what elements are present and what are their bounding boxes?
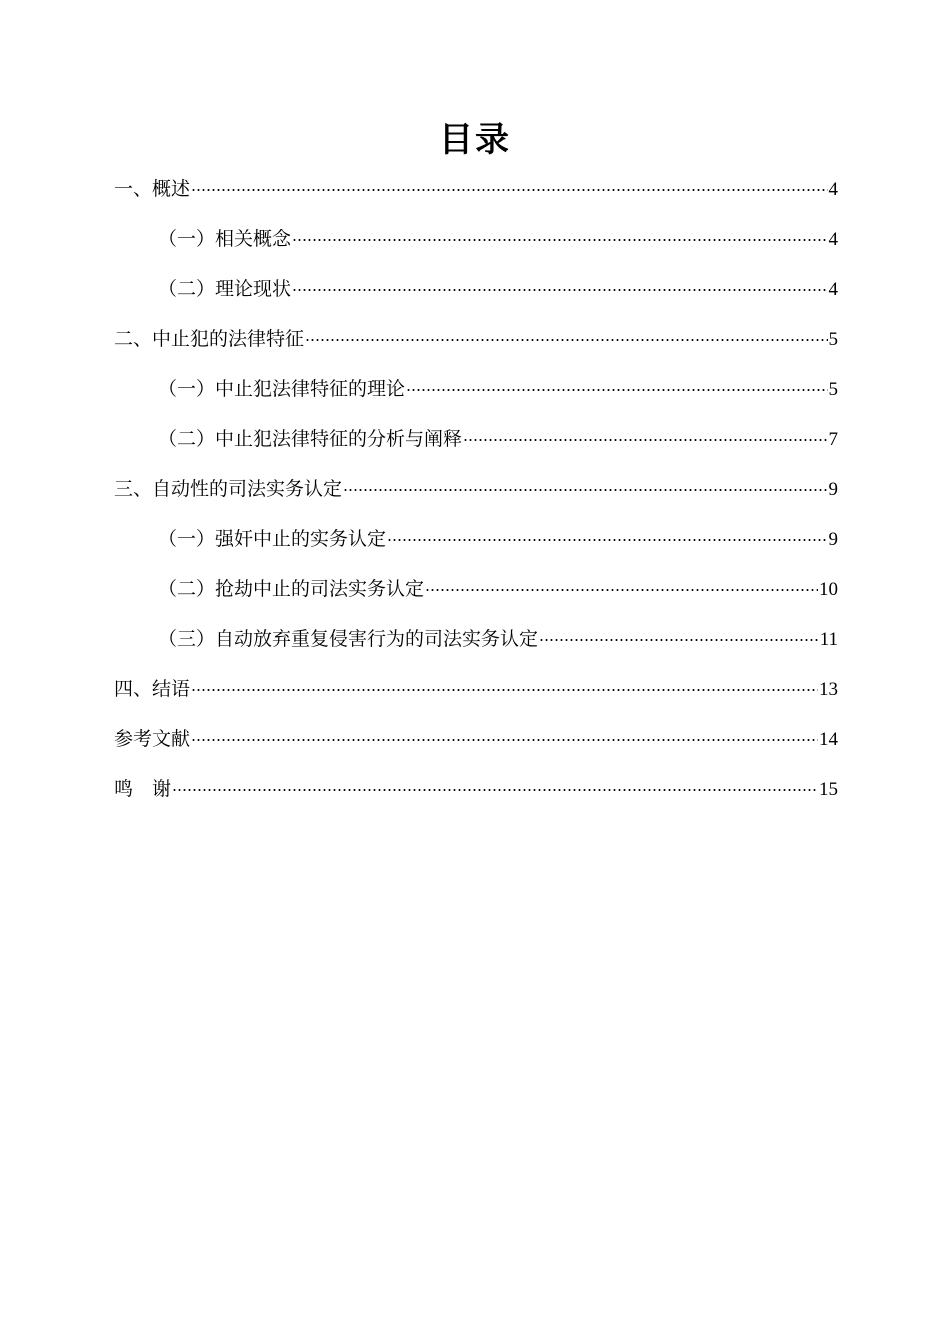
toc-entry-page: 13 — [819, 679, 838, 700]
toc-entry[interactable] — [114, 764, 838, 814]
toc-entry-label: （二）抢劫中止的司法实务认定 — [158, 578, 425, 600]
toc-entry[interactable] — [114, 314, 838, 364]
toc-dot-leader — [191, 189, 827, 191]
toc-dot-leader — [425, 589, 818, 591]
toc-entry[interactable] — [114, 364, 838, 414]
toc-entry[interactable] — [114, 664, 838, 714]
toc-entry-label: 四、结语 — [114, 678, 191, 700]
toc-entry-label: 一、概述 — [114, 178, 191, 200]
toc-entry[interactable] — [114, 414, 838, 464]
toc-entry-label: （二）中止犯法律特征的分析与阐释 — [158, 428, 463, 450]
toc-dot-leader — [406, 389, 827, 391]
toc-entry-label: 参考文献 — [114, 728, 191, 750]
toc-entry-label: （一）相关概念 — [158, 228, 292, 250]
toc-entry[interactable] — [114, 614, 838, 664]
toc-entry-page: 9 — [828, 479, 838, 500]
toc-entry[interactable] — [114, 464, 838, 514]
toc-list — [114, 164, 838, 814]
toc-dot-leader — [305, 339, 827, 341]
toc-dot-leader — [387, 539, 827, 541]
toc-entry[interactable] — [114, 264, 838, 314]
toc-dot-leader — [343, 489, 827, 491]
toc-title: 目录 — [439, 120, 511, 160]
toc-dot-leader — [292, 239, 827, 241]
toc-dot-leader — [172, 789, 818, 791]
toc-entry-page: 15 — [819, 779, 838, 800]
toc-entry-page: 5 — [828, 329, 838, 350]
toc-dot-leader — [191, 739, 818, 741]
toc-entry-page: 10 — [819, 579, 838, 600]
toc-entry-label: （二）理论现状 — [158, 278, 292, 300]
toc-entry[interactable] — [114, 164, 838, 214]
toc-entry-label: 三、自动性的司法实务认定 — [114, 478, 343, 500]
toc-dot-leader — [191, 689, 818, 691]
toc-entry[interactable] — [114, 514, 838, 564]
toc-entry-page: 14 — [819, 729, 838, 750]
toc-entry[interactable] — [114, 714, 838, 764]
toc-entry[interactable] — [114, 214, 838, 264]
toc-entry-page: 5 — [828, 379, 838, 400]
toc-entry-label: （一）强奸中止的实务认定 — [158, 528, 387, 550]
toc-entry-label: 二、中止犯的法律特征 — [114, 328, 305, 350]
toc-entry-label: 鸣 谢 — [114, 778, 172, 800]
toc-entry-label: （三）自动放弃重复侵害行为的司法实务认定 — [158, 628, 539, 650]
toc-entry-page: 4 — [828, 179, 838, 200]
toc-entry-page: 9 — [828, 529, 838, 550]
toc-entry-page: 4 — [828, 279, 838, 300]
toc-entry-page: 7 — [828, 429, 838, 450]
toc-entry-page: 4 — [828, 229, 838, 250]
toc-entry[interactable] — [114, 564, 838, 614]
toc-dot-leader — [292, 289, 827, 291]
toc-entry-page: 11 — [819, 629, 838, 650]
toc-dot-leader — [539, 639, 819, 641]
toc-entry-label: （一）中止犯法律特征的理论 — [158, 378, 406, 400]
toc-dot-leader — [463, 439, 827, 441]
